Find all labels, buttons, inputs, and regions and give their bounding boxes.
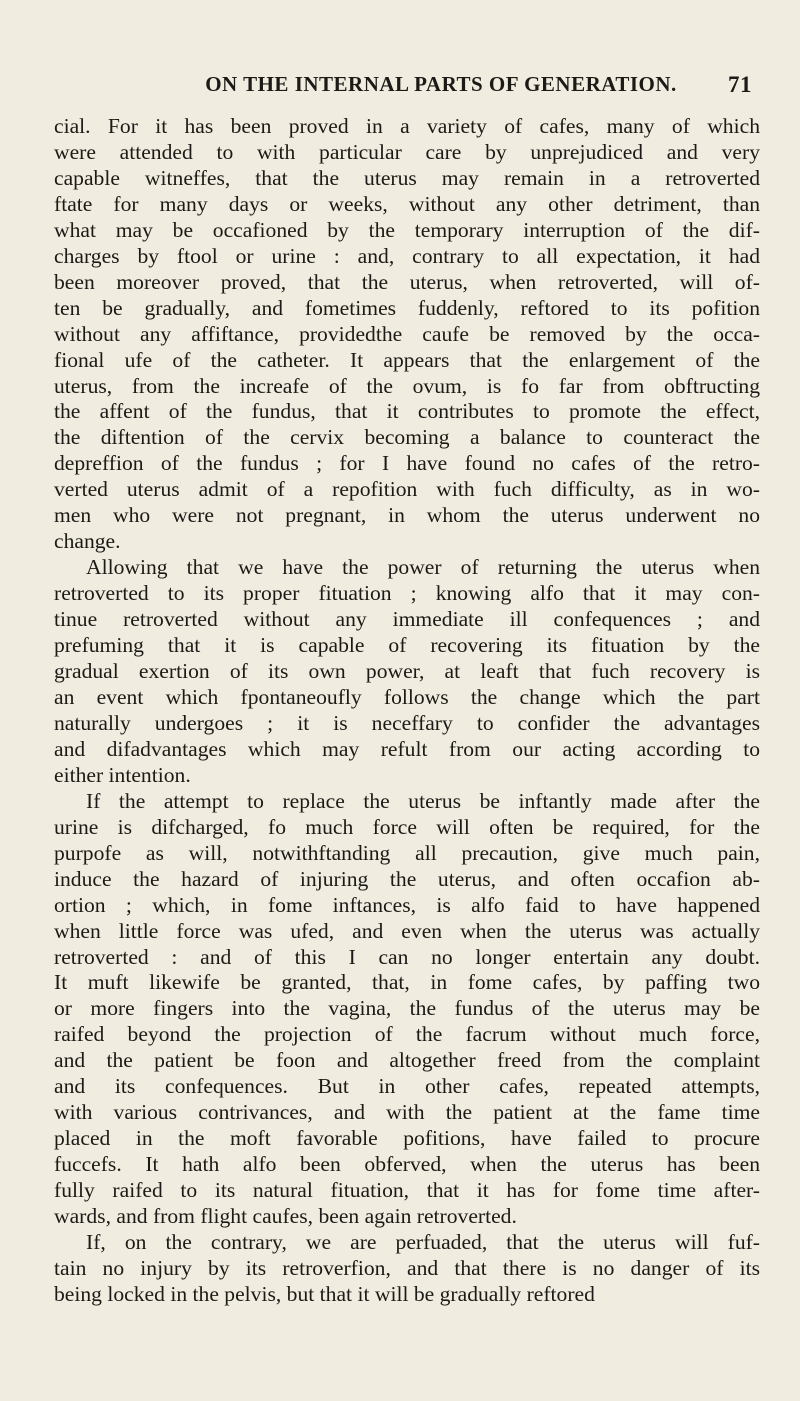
text-line: or more fingers into the vagina, the fundus of the uterus may be (54, 996, 760, 1021)
text-line: an event which fpontaneoufly follows the change which the part (54, 684, 760, 709)
text-line: what may be occafioned by the temporary interruption of the dif- (54, 217, 760, 242)
text-line: with various contrivances, and with the patient at the fame time (54, 1100, 760, 1125)
text-line: fional ufe of the catheter. It appears that the enlargement of the (54, 347, 760, 372)
text-line: without any affiftance, providedthe caufe be removed by the occa- (54, 321, 760, 346)
text-line: It muft likewife be granted, that, in fome cafes, by paffing two (54, 970, 760, 995)
text-line: tinue retroverted without any immediate ill confequences ; and (54, 607, 760, 632)
paragraph (54, 555, 760, 789)
text-line: uterus, from the increafe of the ovum, is fo far from obftructing (54, 373, 760, 398)
text-line: charges by ftool or urine : and, contrary to all expectation, it had (54, 243, 760, 268)
text-line: men who were not pregnant, in whom the uterus underwent no (54, 503, 760, 528)
text-line: and its confequences. But in other cafes, repeated attempts, (54, 1074, 760, 1099)
text-line: ftate for many days or weeks, without any other detriment, than (54, 191, 760, 216)
paragraph (54, 114, 760, 555)
text-line: retroverted to its proper fituation ; knowing alfo that it may con- (54, 581, 760, 606)
text-line: Allowing that we have the power of returning the uterus when (86, 555, 760, 580)
text-line: when little force was ufed, and even when the uterus was actually (54, 918, 760, 943)
page-number: 71 (728, 72, 752, 97)
text-line: tain no injury by its retroverfion, and that there is no danger of its (54, 1255, 760, 1280)
text-line: retroverted : and of this I can no longer entertain any doubt. (54, 944, 760, 969)
text-line: change. (54, 529, 121, 554)
text-line: If, on the contrary, we are perfuaded, that the uterus will fuf- (86, 1229, 760, 1254)
text-line: being locked in the pelvis, but that it will be gradually reftored (54, 1281, 595, 1306)
text-line: depreffion of the fundus ; for I have found no cafes of the retro- (54, 451, 760, 476)
text-line: fuccefs. It hath alfo been obferved, when the uterus has been (54, 1152, 760, 1177)
text-line: gradual exertion of its own power, at leaft that fuch recovery is (54, 659, 760, 684)
text-line: urine is difcharged, fo much force will often be required, for the (54, 814, 760, 839)
text-line: placed in the moft favorable pofitions, have failed to procure (54, 1126, 760, 1151)
paragraph (54, 789, 760, 1230)
text-line: the diftention of the cervix becoming a balance to counteract the (54, 425, 760, 450)
text-line: cial. For it has been proved in a variety of cafes, many of which (54, 114, 760, 138)
text-line: prefuming that it is capable of recovering its fituation by the (54, 633, 760, 658)
running-head-title: ON THE INTERNAL PARTS OF GENERATION. (205, 72, 677, 96)
text-line: purpofe as will, notwithftanding all precaution, give much pain, (54, 840, 760, 865)
text-line: capable witneffes, that the uterus may remain in a retroverted (54, 165, 760, 190)
running-head (130, 72, 752, 97)
text-line: either intention. (54, 762, 191, 787)
text-line: the affent of the fundus, that it contributes to promote the effect, (54, 399, 760, 424)
text-line: raifed beyond the projection of the facrum without much force, (54, 1022, 760, 1047)
text-line: induce the hazard of injuring the uterus, and often occafion ab- (54, 866, 760, 891)
text-line: ten be gradually, and fometimes fuddenly, reftored to its pofition (54, 295, 760, 320)
text-line: and difadvantages which may refult from our acting according to (54, 736, 760, 761)
text-line: fully raifed to its natural fituation, that it has for fome time after- (54, 1178, 760, 1203)
text-line: were attended to with particular care by unprejudiced and very (54, 139, 760, 164)
paragraph (54, 1230, 760, 1308)
text-line: ortion ; which, in fome inftances, is alfo faid to have happened (54, 892, 760, 917)
text-line: naturally undergoes ; it is neceffary to confider the advantages (54, 710, 760, 735)
text-line: If the attempt to replace the uterus be inftantly made after the (86, 788, 760, 813)
text-line: been moreover proved, that the uterus, when retroverted, will of- (54, 269, 760, 294)
body-text (54, 114, 760, 1308)
text-line: verted uterus admit of a repofition with fuch difficulty, as in wo- (54, 477, 760, 502)
text-line: wards, and from flight caufes, been again retroverted. (54, 1204, 517, 1229)
text-line: and the patient be foon and altogether freed from the complaint (54, 1048, 760, 1073)
